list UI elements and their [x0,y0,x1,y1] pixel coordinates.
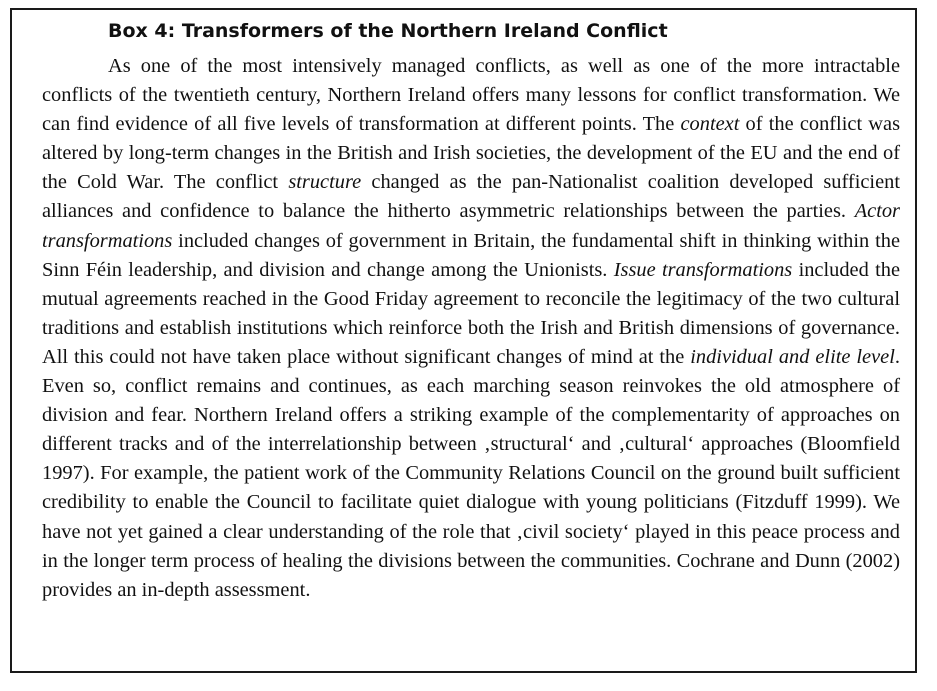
body-text: included the mutual agreements reached in the Good Friday agreement to reconcile the legitimacy of the two cultural traditions and establish institutions which reinforce both the Irish and British dimensions of governance. All this could not have taken place without significant changes of mind at the [42,258,901,368]
box-body-paragraph [42,52,900,605]
italic-term-issue-transformations: Issue transformations [613,258,793,281]
italic-term-structure: structure [288,171,362,194]
body-text: . Even so, conflict remains and continues, as each marching season reinvokes the old atmosphere of division and fear. Northern Ireland offers a striking example of the complementarity of approaches on different tracks and of the interrelationship between ‚structural‘ and ‚cultural‘ approaches (Bloomfield 1997). For example, the patient work of the Community Relations Council on the ground built sufficient credibility to enable the Council to facilitate quiet dialogue with young politicians (Fitzduff 1999). We have not yet gained a clear understanding of the role that ‚civil society‘ played in this peace process and in the longer term process of healing the divisions between the communities. Cochrane and Dunn (2002) provides an in-depth assessment. [42,345,900,601]
text-box [10,8,917,673]
italic-term-actor-transformations: Actor transformations [42,200,900,252]
italic-term-context: context [680,113,740,136]
box-title: Box 4: Transformers of the Northern Ireland Conflict [108,20,668,42]
body-text: As one of the most intensively managed conflicts, as well as one of the more intractable conflicts of the twentieth century, Northern Ireland offers many lessons for conflict transformation. We can find evidence of all five levels of transformation at different points. The [42,55,900,136]
body-text: included changes of government in Britain, the fundamental shift in thinking within the Sinn Féin leadership, and division and change among the Unionists. [42,229,900,281]
italic-term-individual-elite-level: individual and elite level [690,345,895,368]
body-text: of the conflict was altered by long-term changes in the British and Irish societies, the development of the EU and the end of the Cold War. The conflict [42,113,901,194]
body-text: changed as the pan-Nationalist coalition developed sufficient alliances and confidence to balance the hitherto asymmetric relationships between the parties. [42,171,900,223]
